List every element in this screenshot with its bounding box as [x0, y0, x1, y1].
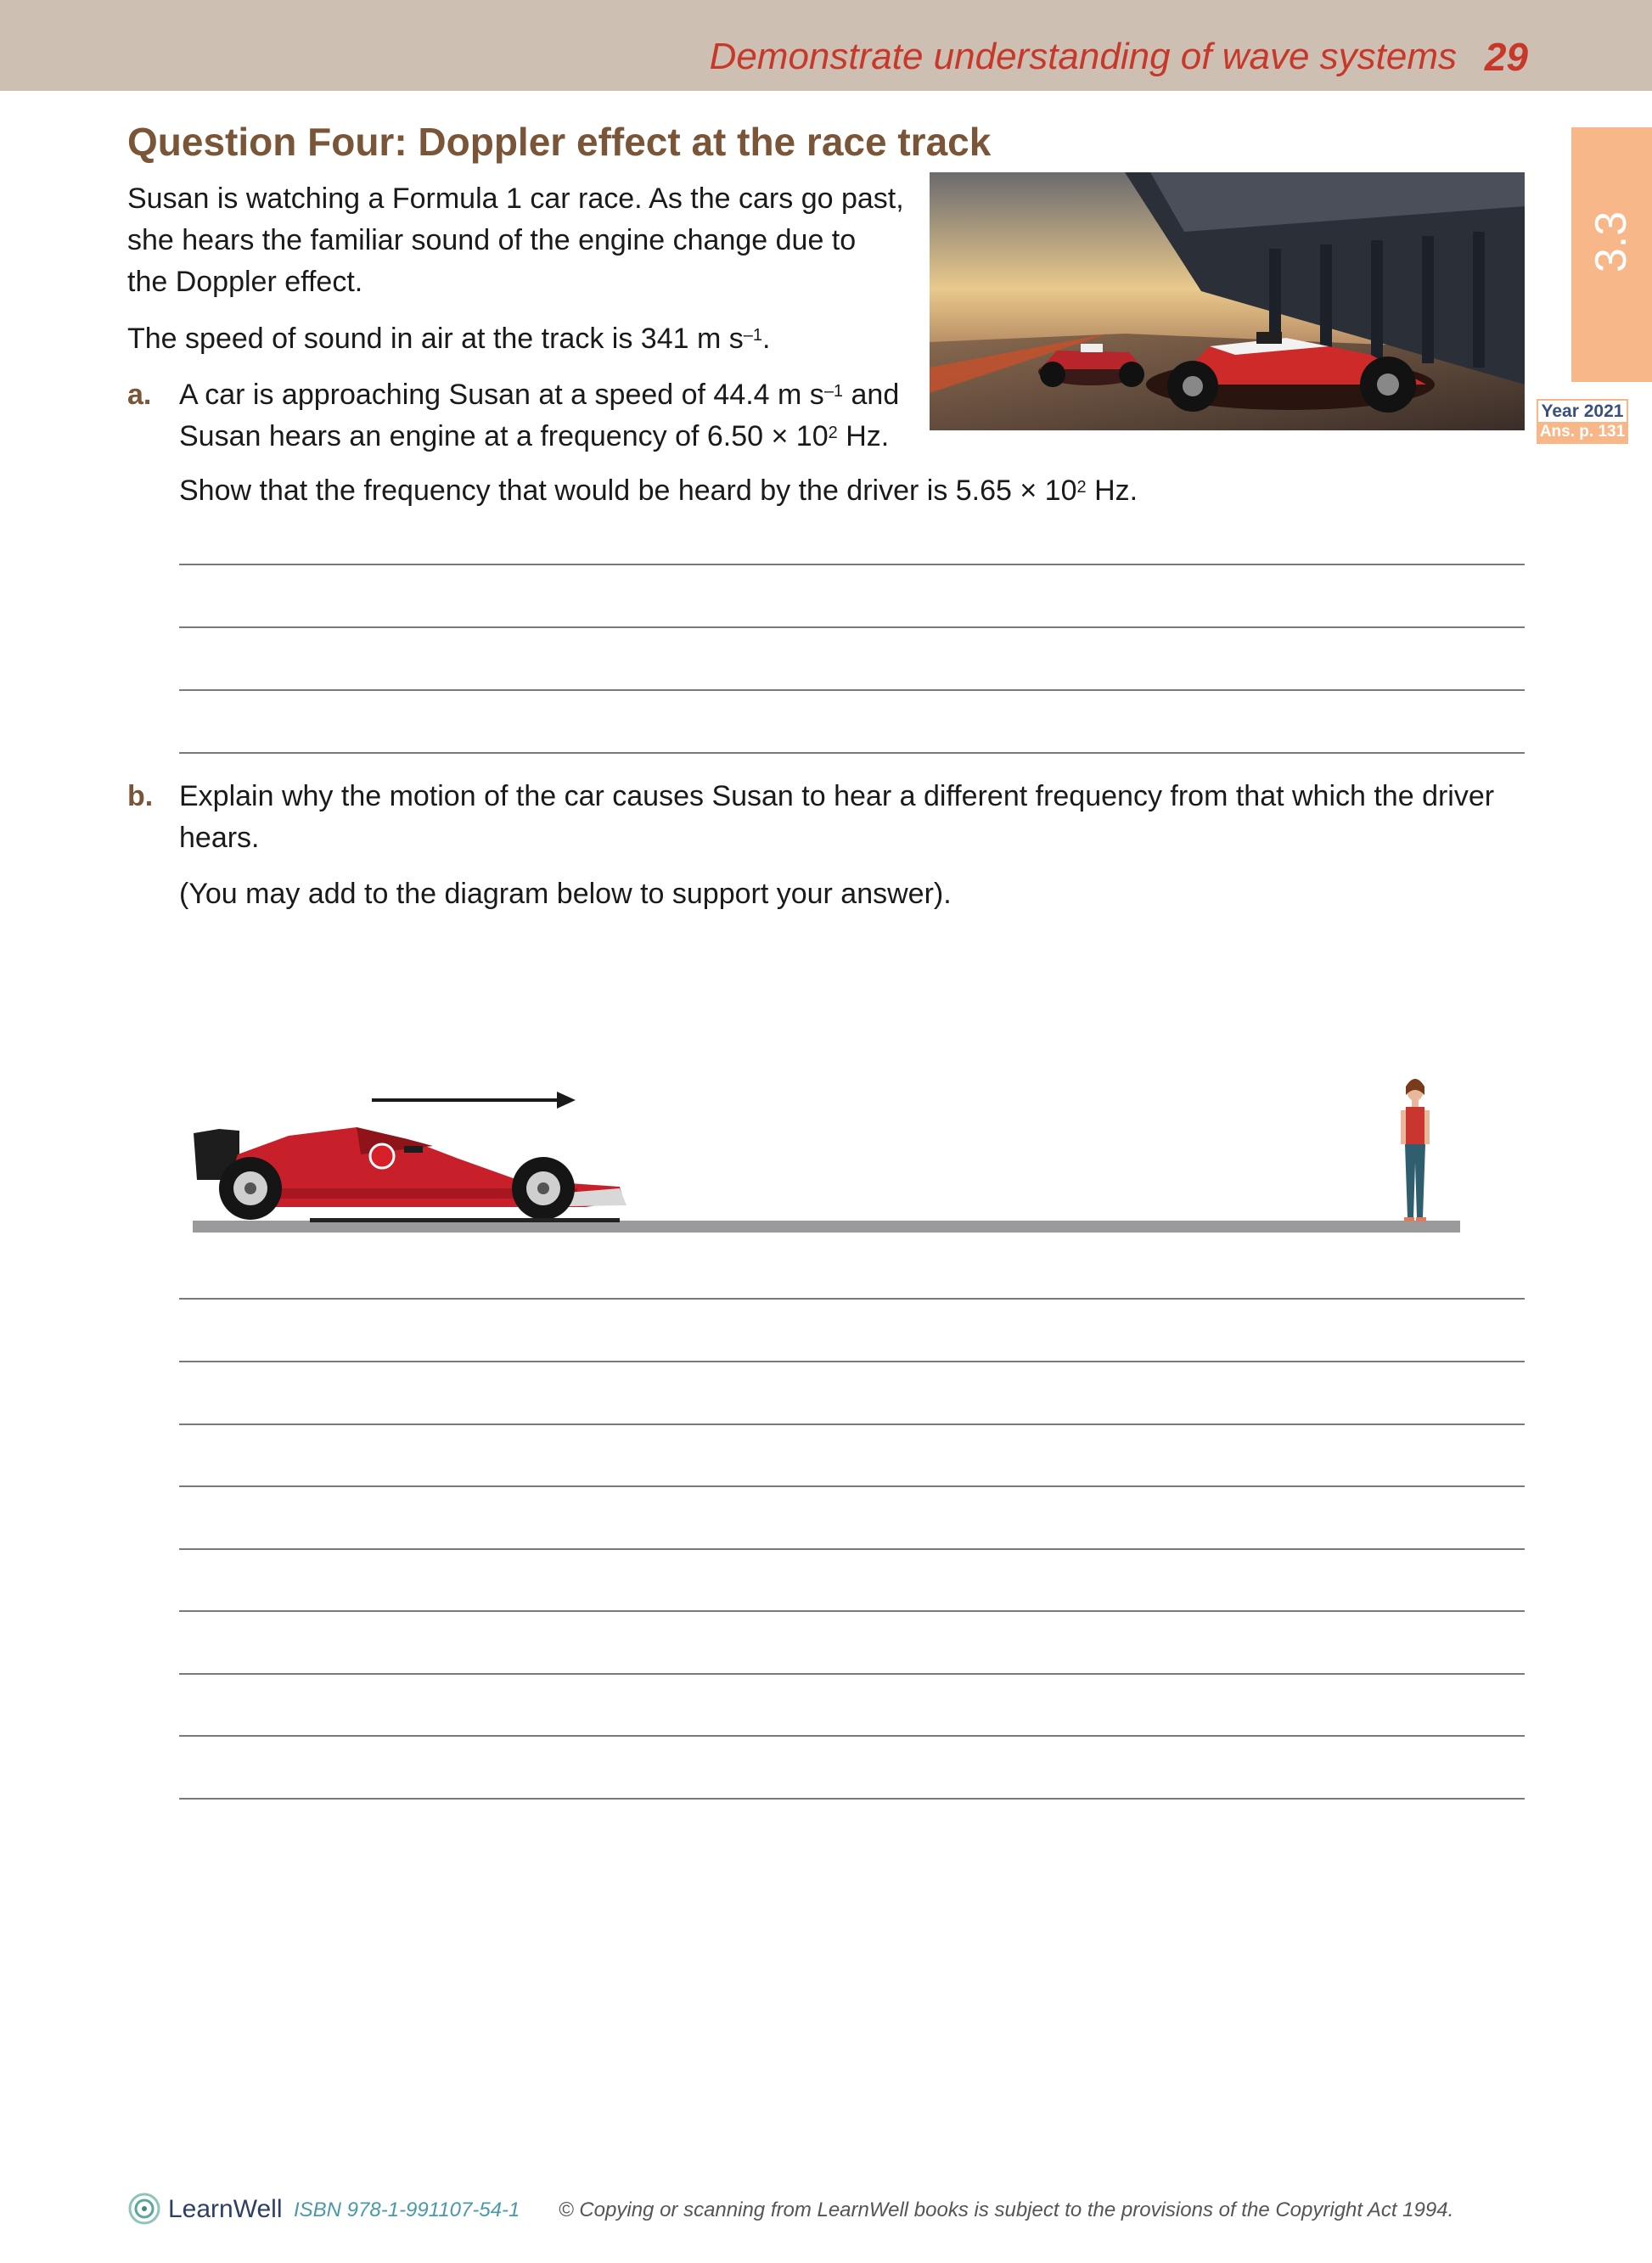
- learnwell-logo-icon: [127, 2192, 161, 2226]
- footer-copyright: © Copying or scanning from LearnWell books is subject to the provisions of the Copyright Act 1994.: [559, 2198, 1454, 2221]
- page-number: 29: [1484, 35, 1528, 79]
- page-footer: [127, 2192, 1528, 2229]
- footer-isbn: ISBN 978-1-991107-54-1: [294, 2198, 520, 2221]
- answer-line-a-1[interactable]: [179, 564, 1525, 565]
- answer-line-b-9[interactable]: [179, 1798, 1525, 1800]
- part-b-line-1: Explain why the motion of the car causes Susan to hear a different frequency from that which the driver: [179, 780, 1495, 812]
- part-b-note: (You may add to the diagram below to support your answer).: [179, 878, 952, 910]
- section-number: 3.3: [1587, 211, 1637, 273]
- part-b-line-2: hears.: [179, 822, 260, 854]
- person-susan-icon: [1401, 1079, 1430, 1221]
- race-car-icon: [194, 1127, 627, 1222]
- year-label: Year 2021: [1541, 402, 1624, 421]
- answer-line-b-6[interactable]: [179, 1610, 1525, 1612]
- intro-line-3: the Doppler effect.: [127, 266, 363, 298]
- answer-line-b-1[interactable]: [179, 1298, 1525, 1300]
- answer-line-a-2[interactable]: [179, 626, 1525, 628]
- race-track-photo: [930, 172, 1525, 430]
- footer-brand: LearnWell: [168, 2195, 283, 2223]
- answer-line-a-4[interactable]: [179, 752, 1525, 754]
- answer-line-b-3[interactable]: [179, 1424, 1525, 1425]
- answer-page-reference: Ans. p. 131: [1539, 423, 1626, 441]
- question-title: Question Four: Doppler effect at the race track: [127, 120, 992, 164]
- section-tab: [1571, 127, 1652, 382]
- doppler-diagram: [178, 1061, 1486, 1239]
- answer-line-a-3[interactable]: [179, 689, 1525, 691]
- part-a-line-2: Susan hears an engine at a frequency of $6.50 \times 10^2$ Hz.: [179, 420, 890, 452]
- part-a-letter: a.: [127, 379, 152, 411]
- answer-line-b-2[interactable]: [179, 1361, 1525, 1362]
- chapter-title: Demonstrate understanding of wave systems: [709, 36, 1457, 77]
- intro-line-1: Susan is watching a Formula 1 car race. As the cars go past,: [127, 182, 904, 215]
- part-b-letter: b.: [127, 780, 154, 812]
- intro-line-2: she hears the familiar sound of the engine change due to: [127, 224, 857, 256]
- answer-line-b-7[interactable]: [179, 1673, 1525, 1675]
- part-a-show-that: Show that the frequency that would be heard by the driver is $5.65 \times 10^2$ Hz.: [179, 474, 1138, 507]
- track-line: [193, 1221, 1460, 1233]
- page-header: [0, 0, 1652, 91]
- answer-line-b-8[interactable]: [179, 1735, 1525, 1737]
- answer-line-b-5[interactable]: [179, 1548, 1525, 1550]
- year-reference-box: [1537, 399, 1628, 444]
- direction-arrow: [372, 1092, 576, 1109]
- part-a-line-1: A car is approaching Susan at a speed of 44.4 m $s^{-1}$ and: [179, 379, 900, 411]
- answer-line-b-4[interactable]: [179, 1485, 1525, 1487]
- speed-of-sound-statement: The speed of sound in air at the track is 341 m $s^{-1}$.: [127, 323, 771, 355]
